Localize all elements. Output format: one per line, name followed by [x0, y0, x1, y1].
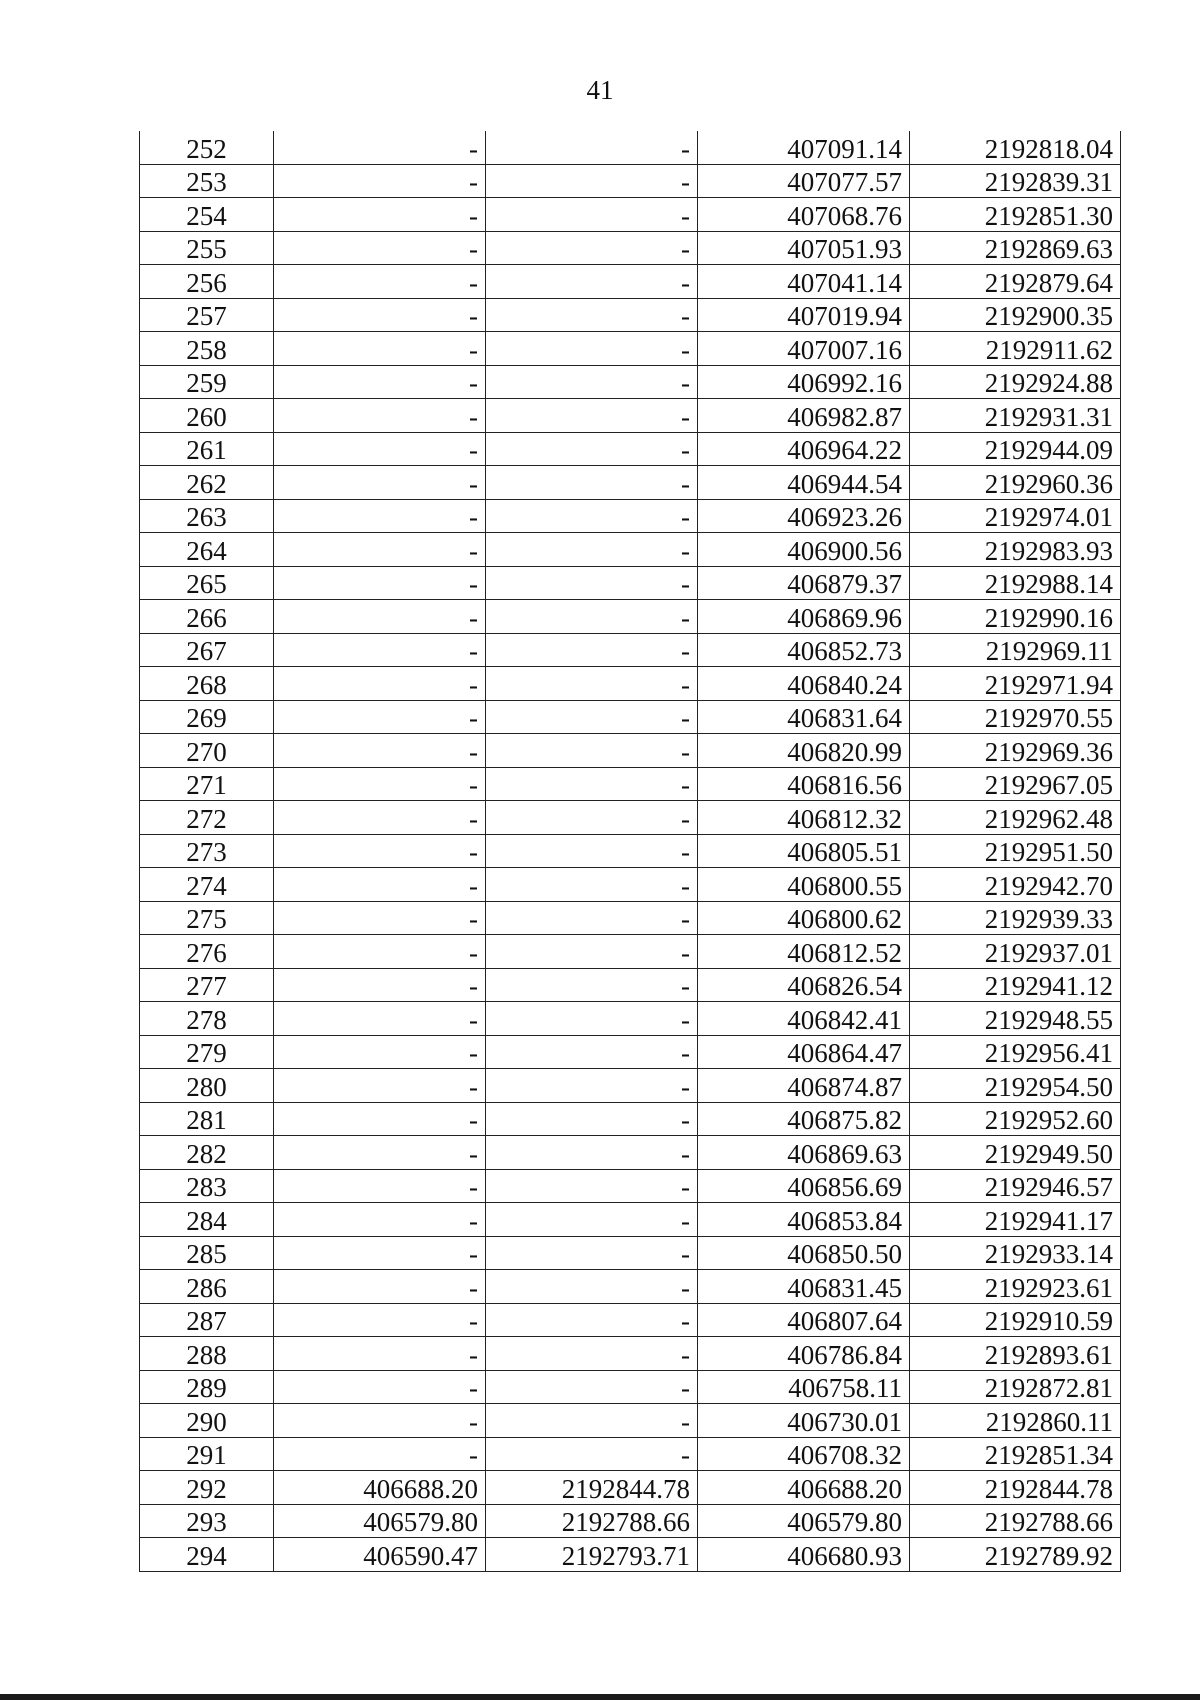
original-x-cell: - [274, 1002, 486, 1036]
original-x-cell: - [274, 1236, 486, 1270]
new-x-cell: 406708.32 [698, 1437, 910, 1471]
original-y-cell: - [486, 466, 698, 500]
table-row [140, 968, 1121, 1002]
table-row [140, 198, 1121, 232]
point-number-cell: 294 [140, 1538, 274, 1572]
scan-bottom-edge [0, 1694, 1200, 1700]
original-y-cell: - [486, 801, 698, 835]
original-y-cell: - [486, 600, 698, 634]
point-number-cell: 260 [140, 399, 274, 433]
new-y-cell: 2192948.55 [910, 1002, 1121, 1036]
point-number-cell: 266 [140, 600, 274, 634]
table-row [140, 935, 1121, 969]
new-x-cell: 407068.76 [698, 198, 910, 232]
new-y-cell: 2192939.33 [910, 901, 1121, 935]
new-x-cell: 406831.64 [698, 700, 910, 734]
original-y-cell: - [486, 1370, 698, 1404]
original-x-cell: - [274, 1337, 486, 1371]
new-x-cell: 406900.56 [698, 533, 910, 567]
original-y-cell: - [486, 332, 698, 366]
original-x-cell: 406590.47 [274, 1538, 486, 1572]
table-row [140, 1370, 1121, 1404]
new-x-cell: 406800.62 [698, 901, 910, 935]
original-y-cell: - [486, 767, 698, 801]
point-number-cell: 285 [140, 1236, 274, 1270]
point-number-cell: 282 [140, 1136, 274, 1170]
original-x-cell: - [274, 1069, 486, 1103]
table-row [140, 667, 1121, 701]
table-row [140, 1002, 1121, 1036]
new-x-cell: 406758.11 [698, 1370, 910, 1404]
original-x-cell: - [274, 1035, 486, 1069]
new-x-cell: 406805.51 [698, 834, 910, 868]
original-x-cell: - [274, 533, 486, 567]
original-y-cell: - [486, 633, 698, 667]
point-number-cell: 263 [140, 499, 274, 533]
new-x-cell: 406853.84 [698, 1203, 910, 1237]
original-y-cell: - [486, 1203, 698, 1237]
new-y-cell: 2192789.92 [910, 1538, 1121, 1572]
new-y-cell: 2192893.61 [910, 1337, 1121, 1371]
original-x-cell: - [274, 1169, 486, 1203]
original-y-cell: - [486, 1069, 698, 1103]
original-y-cell: - [486, 164, 698, 198]
new-x-cell: 406816.56 [698, 767, 910, 801]
original-x-cell: - [274, 365, 486, 399]
new-x-cell: 406874.87 [698, 1069, 910, 1103]
new-y-cell: 2192969.36 [910, 734, 1121, 768]
new-y-cell: 2192960.36 [910, 466, 1121, 500]
original-y-cell: - [486, 868, 698, 902]
point-number-cell: 276 [140, 935, 274, 969]
original-y-cell: - [486, 1270, 698, 1304]
point-number-cell: 283 [140, 1169, 274, 1203]
original-x-cell: - [274, 1303, 486, 1337]
table-row [140, 868, 1121, 902]
original-y-cell: - [486, 834, 698, 868]
original-x-cell: - [274, 633, 486, 667]
point-number-cell: 268 [140, 667, 274, 701]
new-y-cell: 2192969.11 [910, 633, 1121, 667]
original-y-cell: 2192788.66 [486, 1504, 698, 1538]
original-y-cell: - [486, 399, 698, 433]
original-x-cell: - [274, 600, 486, 634]
new-x-cell: 406826.54 [698, 968, 910, 1002]
original-x-cell: - [274, 700, 486, 734]
new-y-cell: 2192879.64 [910, 265, 1121, 299]
new-x-cell: 406852.73 [698, 633, 910, 667]
table-row [140, 1270, 1121, 1304]
point-number-cell: 267 [140, 633, 274, 667]
point-number-cell: 258 [140, 332, 274, 366]
new-y-cell: 2192949.50 [910, 1136, 1121, 1170]
point-number-cell: 265 [140, 566, 274, 600]
original-y-cell: - [486, 131, 698, 164]
point-number-cell: 269 [140, 700, 274, 734]
original-y-cell: - [486, 265, 698, 299]
table-row [140, 1538, 1121, 1572]
new-y-cell: 2192851.30 [910, 198, 1121, 232]
new-y-cell: 2192933.14 [910, 1236, 1121, 1270]
new-y-cell: 2192818.04 [910, 131, 1121, 164]
point-number-cell: 290 [140, 1404, 274, 1438]
new-y-cell: 2192967.05 [910, 767, 1121, 801]
new-x-cell: 406688.20 [698, 1471, 910, 1505]
original-x-cell: - [274, 734, 486, 768]
table-row [140, 566, 1121, 600]
new-x-cell: 407077.57 [698, 164, 910, 198]
new-x-cell: 406875.82 [698, 1102, 910, 1136]
point-number-cell: 281 [140, 1102, 274, 1136]
original-y-cell: - [486, 1035, 698, 1069]
new-y-cell: 2192937.01 [910, 935, 1121, 969]
original-x-cell: - [274, 868, 486, 902]
new-y-cell: 2192971.94 [910, 667, 1121, 701]
table-row [140, 131, 1121, 164]
table-row [140, 801, 1121, 835]
new-y-cell: 2192851.34 [910, 1437, 1121, 1471]
new-x-cell: 407091.14 [698, 131, 910, 164]
original-x-cell: - [274, 1270, 486, 1304]
table-row [140, 834, 1121, 868]
table-row [140, 1203, 1121, 1237]
original-y-cell: - [486, 667, 698, 701]
original-x-cell: - [274, 935, 486, 969]
new-y-cell: 2192990.16 [910, 600, 1121, 634]
new-y-cell: 2192942.70 [910, 868, 1121, 902]
original-y-cell: - [486, 734, 698, 768]
original-x-cell: - [274, 1370, 486, 1404]
new-y-cell: 2192951.50 [910, 834, 1121, 868]
new-x-cell: 406869.63 [698, 1136, 910, 1170]
new-y-cell: 2192900.35 [910, 298, 1121, 332]
table-row [140, 1303, 1121, 1337]
point-number-cell: 277 [140, 968, 274, 1002]
original-x-cell: - [274, 834, 486, 868]
original-y-cell: - [486, 499, 698, 533]
new-y-cell: 2192946.57 [910, 1169, 1121, 1203]
table-row [140, 332, 1121, 366]
point-number-cell: 287 [140, 1303, 274, 1337]
point-number-cell: 278 [140, 1002, 274, 1036]
table-row [140, 901, 1121, 935]
new-x-cell: 406864.47 [698, 1035, 910, 1069]
new-x-cell: 406869.96 [698, 600, 910, 634]
new-x-cell: 406800.55 [698, 868, 910, 902]
point-number-cell: 291 [140, 1437, 274, 1471]
new-y-cell: 2192923.61 [910, 1270, 1121, 1304]
point-number-cell: 279 [140, 1035, 274, 1069]
original-y-cell: - [486, 1136, 698, 1170]
point-number-cell: 280 [140, 1069, 274, 1103]
new-x-cell: 406856.69 [698, 1169, 910, 1203]
new-x-cell: 407051.93 [698, 231, 910, 265]
point-number-cell: 256 [140, 265, 274, 299]
point-number-cell: 261 [140, 432, 274, 466]
original-y-cell: - [486, 566, 698, 600]
original-y-cell: - [486, 533, 698, 567]
original-x-cell: - [274, 131, 486, 164]
original-x-cell: - [274, 1136, 486, 1170]
original-y-cell: - [486, 231, 698, 265]
table-row [140, 164, 1121, 198]
original-x-cell: - [274, 767, 486, 801]
original-y-cell: - [486, 935, 698, 969]
new-y-cell: 2192988.14 [910, 566, 1121, 600]
point-number-cell: 270 [140, 734, 274, 768]
table-row [140, 700, 1121, 734]
original-x-cell: 406688.20 [274, 1471, 486, 1505]
coordinates-table-body [140, 131, 1121, 1571]
new-y-cell: 2192839.31 [910, 164, 1121, 198]
point-number-cell: 273 [140, 834, 274, 868]
original-y-cell: - [486, 968, 698, 1002]
original-x-cell: - [274, 901, 486, 935]
new-y-cell: 2192910.59 [910, 1303, 1121, 1337]
point-number-cell: 259 [140, 365, 274, 399]
new-x-cell: 406812.52 [698, 935, 910, 969]
point-number-cell: 262 [140, 466, 274, 500]
original-y-cell: - [486, 1169, 698, 1203]
table-row [140, 466, 1121, 500]
original-x-cell: - [274, 1102, 486, 1136]
new-y-cell: 2192983.93 [910, 533, 1121, 567]
new-x-cell: 406944.54 [698, 466, 910, 500]
new-y-cell: 2192941.12 [910, 968, 1121, 1002]
new-x-cell: 406923.26 [698, 499, 910, 533]
new-x-cell: 406879.37 [698, 566, 910, 600]
new-x-cell: 407041.14 [698, 265, 910, 299]
new-y-cell: 2192869.63 [910, 231, 1121, 265]
table-row [140, 1169, 1121, 1203]
table-row [140, 1102, 1121, 1136]
new-x-cell: 407019.94 [698, 298, 910, 332]
table-row [140, 1404, 1121, 1438]
point-number-cell: 253 [140, 164, 274, 198]
original-x-cell: - [274, 164, 486, 198]
new-y-cell: 2192944.09 [910, 432, 1121, 466]
original-x-cell: - [274, 432, 486, 466]
original-y-cell: 2192793.71 [486, 1538, 698, 1572]
table-row [140, 1471, 1121, 1505]
original-x-cell: - [274, 1203, 486, 1237]
new-y-cell: 2192844.78 [910, 1471, 1121, 1505]
table-row [140, 365, 1121, 399]
original-y-cell: - [486, 1404, 698, 1438]
table-row [140, 1504, 1121, 1538]
table-row [140, 1069, 1121, 1103]
point-number-cell: 286 [140, 1270, 274, 1304]
original-y-cell: - [486, 901, 698, 935]
original-y-cell: - [486, 700, 698, 734]
point-number-cell: 255 [140, 231, 274, 265]
original-x-cell: - [274, 566, 486, 600]
point-number-cell: 288 [140, 1337, 274, 1371]
original-x-cell: - [274, 801, 486, 835]
table-row [140, 399, 1121, 433]
new-y-cell: 2192931.31 [910, 399, 1121, 433]
point-number-cell: 264 [140, 533, 274, 567]
new-x-cell: 406842.41 [698, 1002, 910, 1036]
point-number-cell: 275 [140, 901, 274, 935]
new-y-cell: 2192924.88 [910, 365, 1121, 399]
original-x-cell: - [274, 968, 486, 1002]
point-number-cell: 289 [140, 1370, 274, 1404]
table-row [140, 265, 1121, 299]
new-x-cell: 406820.99 [698, 734, 910, 768]
table-row [140, 1136, 1121, 1170]
point-number-cell: 293 [140, 1504, 274, 1538]
table-row [140, 533, 1121, 567]
table-row [140, 1035, 1121, 1069]
original-x-cell: - [274, 298, 486, 332]
original-y-cell: - [486, 432, 698, 466]
table-row [140, 1337, 1121, 1371]
new-y-cell: 2192970.55 [910, 700, 1121, 734]
new-y-cell: 2192962.48 [910, 801, 1121, 835]
point-number-cell: 272 [140, 801, 274, 835]
new-x-cell: 406807.64 [698, 1303, 910, 1337]
point-number-cell: 252 [140, 131, 274, 164]
point-number-cell: 284 [140, 1203, 274, 1237]
new-x-cell: 406812.32 [698, 801, 910, 835]
table-row [140, 767, 1121, 801]
new-x-cell: 406730.01 [698, 1404, 910, 1438]
new-y-cell: 2192860.11 [910, 1404, 1121, 1438]
table-row [140, 734, 1121, 768]
original-x-cell: - [274, 466, 486, 500]
new-x-cell: 406982.87 [698, 399, 910, 433]
original-y-cell: - [486, 1002, 698, 1036]
original-y-cell: - [486, 1437, 698, 1471]
new-y-cell: 2192956.41 [910, 1035, 1121, 1069]
original-x-cell: - [274, 399, 486, 433]
original-y-cell: - [486, 298, 698, 332]
new-y-cell: 2192941.17 [910, 1203, 1121, 1237]
point-number-cell: 271 [140, 767, 274, 801]
original-x-cell: - [274, 667, 486, 701]
original-x-cell: - [274, 499, 486, 533]
new-y-cell: 2192872.81 [910, 1370, 1121, 1404]
table-row [140, 1437, 1121, 1471]
point-number-cell: 292 [140, 1471, 274, 1505]
table-row [140, 231, 1121, 265]
original-x-cell: - [274, 1437, 486, 1471]
original-x-cell: 406579.80 [274, 1504, 486, 1538]
new-x-cell: 406850.50 [698, 1236, 910, 1270]
original-y-cell: - [486, 1236, 698, 1270]
point-number-cell: 274 [140, 868, 274, 902]
original-y-cell: - [486, 198, 698, 232]
original-y-cell: - [486, 1102, 698, 1136]
original-y-cell: - [486, 1337, 698, 1371]
new-x-cell: 407007.16 [698, 332, 910, 366]
table-row [140, 499, 1121, 533]
original-y-cell: - [486, 1303, 698, 1337]
coordinates-table-container [139, 131, 1120, 1572]
page-number: 41 [586, 75, 614, 105]
original-x-cell: - [274, 231, 486, 265]
original-y-cell: - [486, 365, 698, 399]
new-x-cell: 406840.24 [698, 667, 910, 701]
point-number-cell: 254 [140, 198, 274, 232]
original-y-cell: 2192844.78 [486, 1471, 698, 1505]
table-row [140, 633, 1121, 667]
table-row [140, 600, 1121, 634]
new-y-cell: 2192952.60 [910, 1102, 1121, 1136]
new-x-cell: 406964.22 [698, 432, 910, 466]
new-y-cell: 2192954.50 [910, 1069, 1121, 1103]
new-y-cell: 2192788.66 [910, 1504, 1121, 1538]
new-x-cell: 406992.16 [698, 365, 910, 399]
new-x-cell: 406680.93 [698, 1538, 910, 1572]
point-number-cell: 257 [140, 298, 274, 332]
new-y-cell: 2192974.01 [910, 499, 1121, 533]
coordinates-table [139, 131, 1121, 1572]
original-x-cell: - [274, 332, 486, 366]
new-x-cell: 406579.80 [698, 1504, 910, 1538]
original-x-cell: - [274, 1404, 486, 1438]
table-row [140, 298, 1121, 332]
original-x-cell: - [274, 198, 486, 232]
new-y-cell: 2192911.62 [910, 332, 1121, 366]
new-x-cell: 406786.84 [698, 1337, 910, 1371]
table-row [140, 432, 1121, 466]
new-x-cell: 406831.45 [698, 1270, 910, 1304]
table-row [140, 1236, 1121, 1270]
original-x-cell: - [274, 265, 486, 299]
